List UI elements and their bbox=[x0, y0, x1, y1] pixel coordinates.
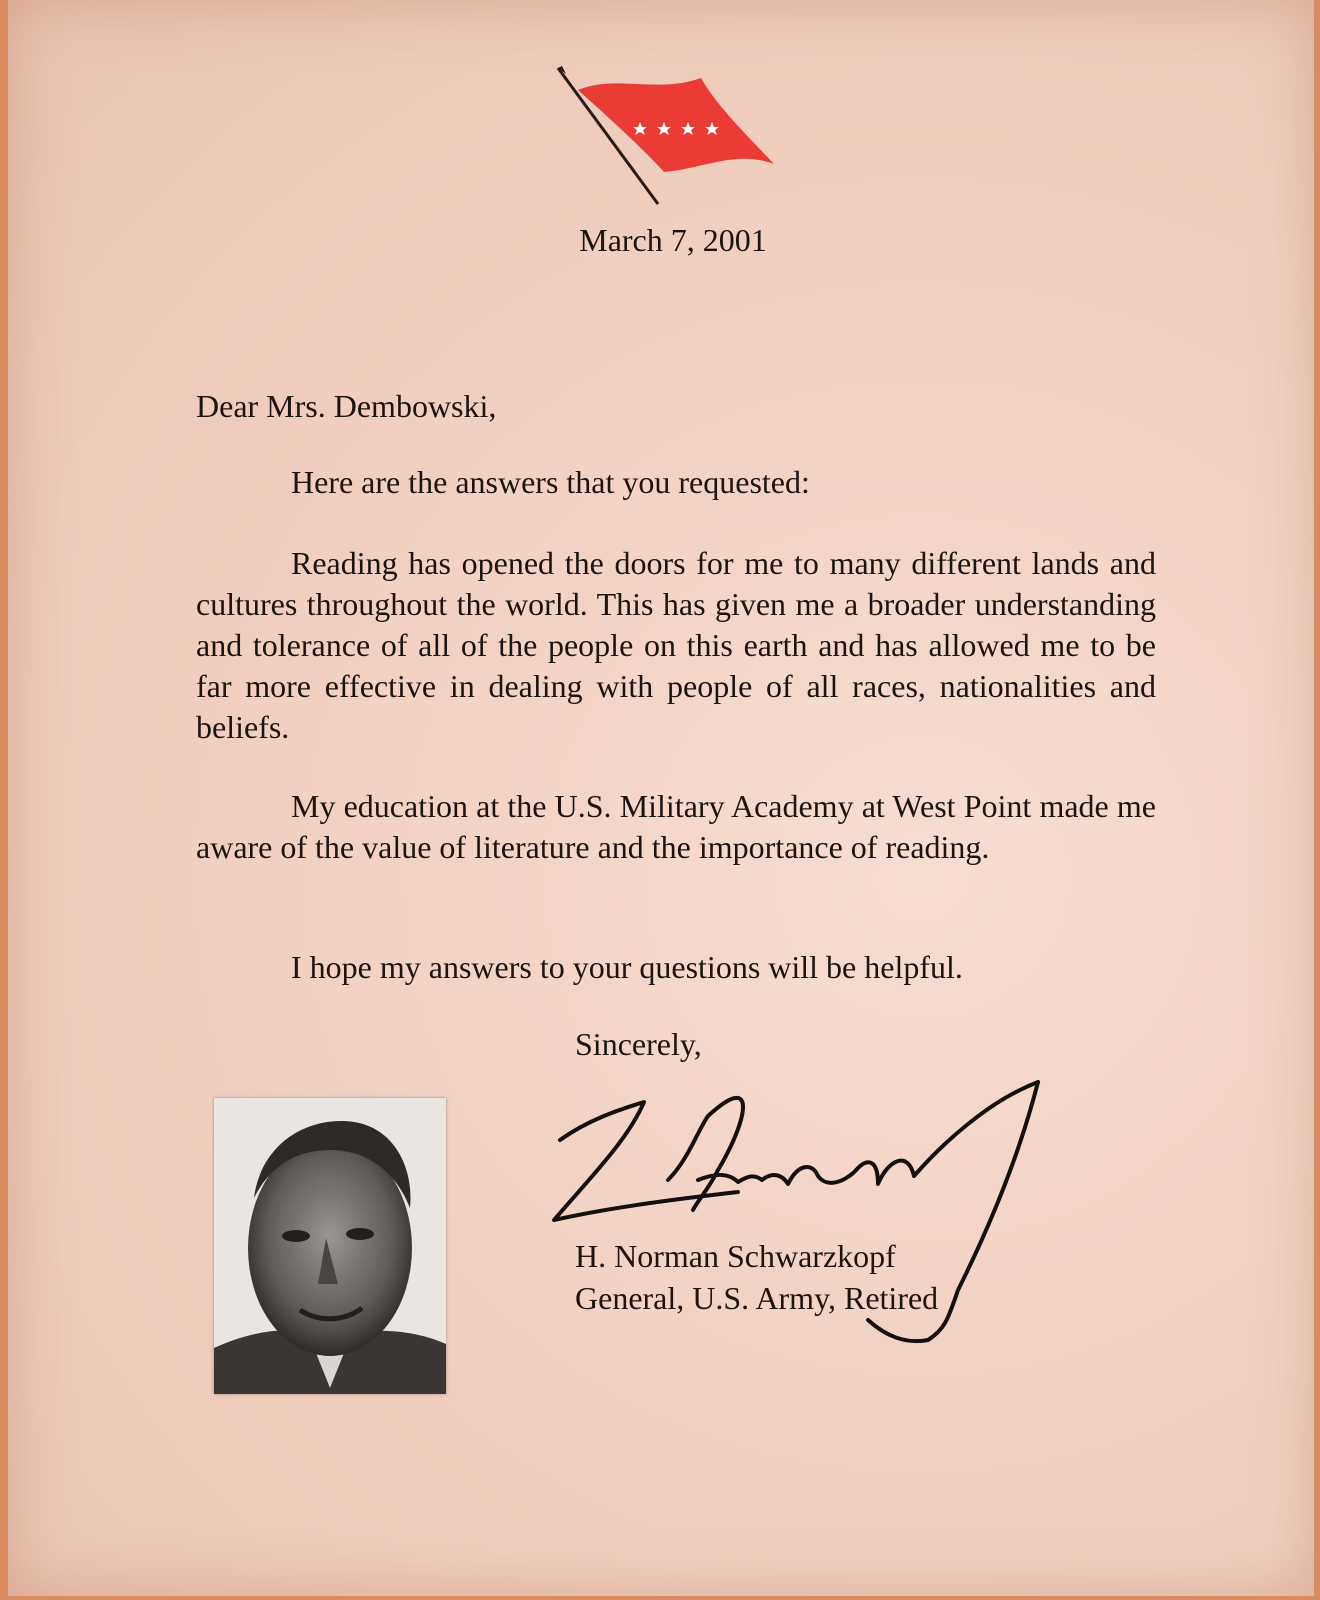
portrait-photo bbox=[214, 1098, 446, 1394]
paragraph-reading: Reading has opened the doors for me to many different lands and cultures throughout the world. This has given me a broader understanding and tolerance of all of the people on this earth and has allowed me to be far more effective in dealing with people of all races, nationalities and beliefs. bbox=[196, 545, 1156, 745]
closing: Sincerely, bbox=[575, 1026, 702, 1062]
date-text: March 7, 2001 bbox=[579, 222, 767, 258]
four-star-flag-icon bbox=[556, 64, 796, 214]
paragraph-closing-remark: I hope my answers to your questions will be helpful. bbox=[291, 949, 963, 985]
letter-page bbox=[8, 0, 1314, 1596]
letter-date bbox=[8, 222, 1320, 259]
paragraph-intro: Here are the answers that you requested: bbox=[291, 464, 810, 500]
signer-name: H. Norman Schwarzkopf bbox=[575, 1238, 896, 1274]
paragraph-education: My education at the U.S. Military Academy at West Point made me aware of the value of literature and the importance of reading. bbox=[196, 788, 1156, 865]
signer-title: General, U.S. Army, Retired bbox=[575, 1280, 939, 1316]
handwritten-signature bbox=[548, 1080, 1068, 1370]
salutation: Dear Mrs. Dembowski, bbox=[196, 388, 497, 424]
